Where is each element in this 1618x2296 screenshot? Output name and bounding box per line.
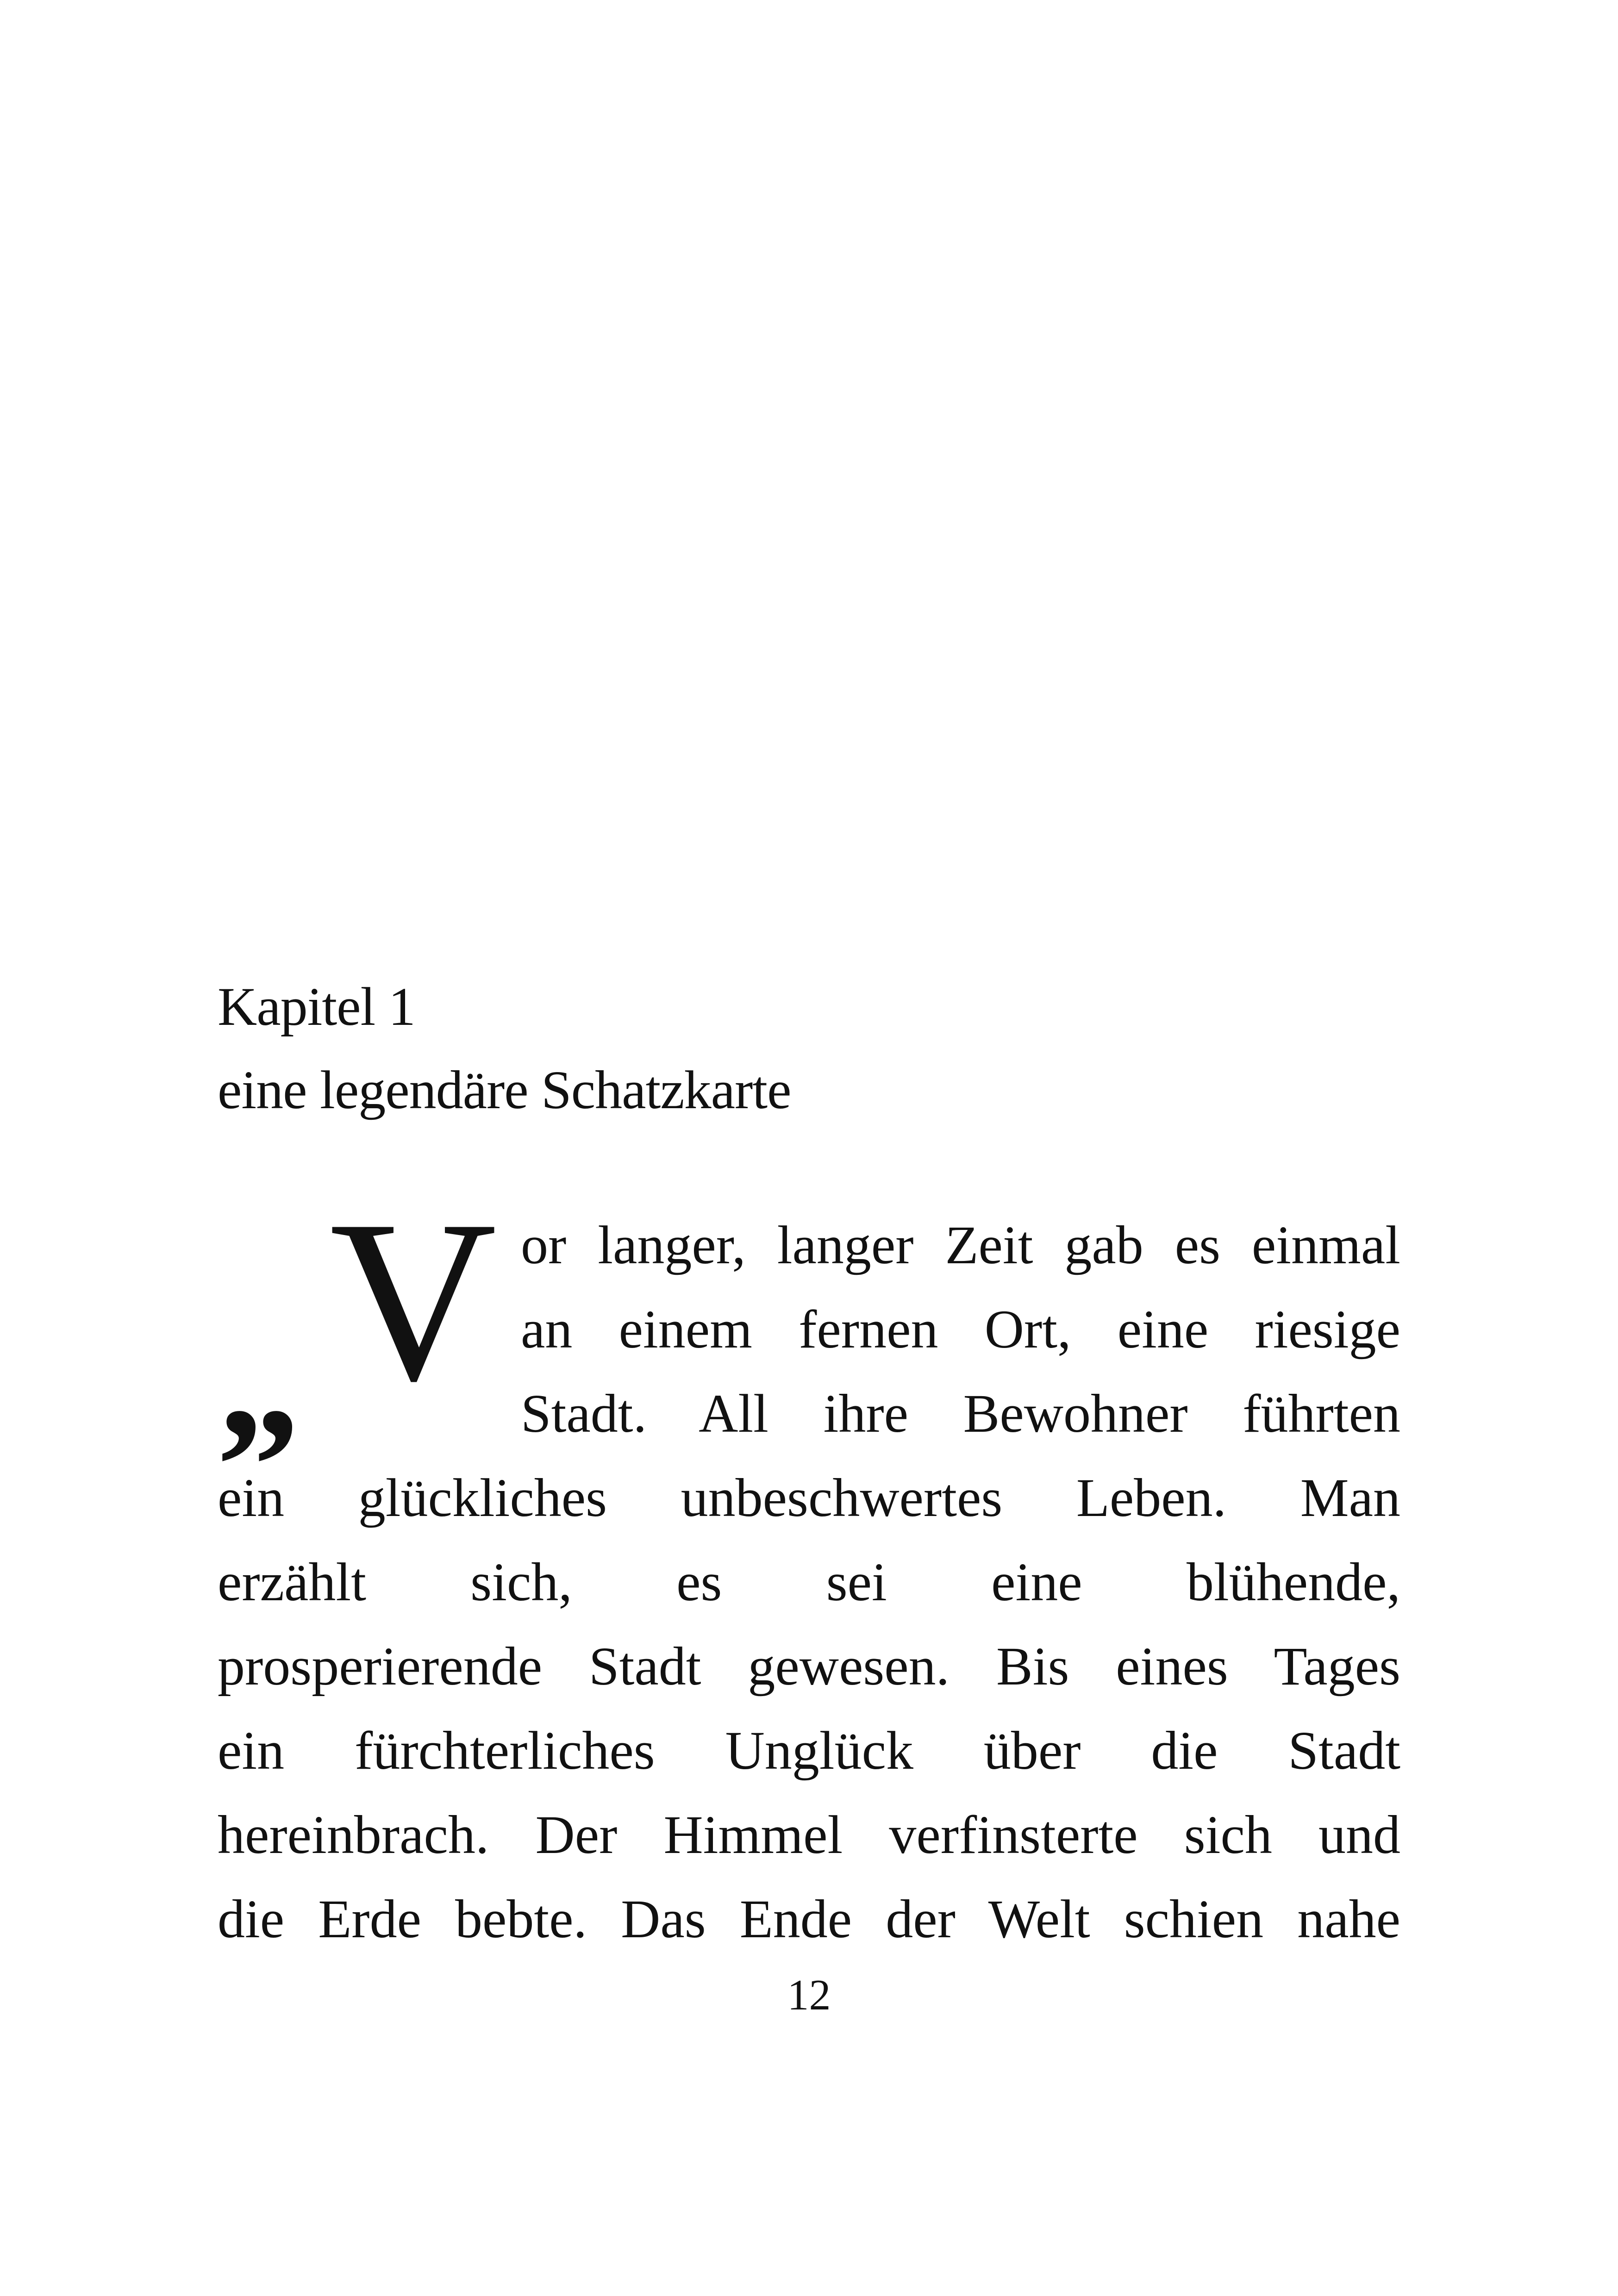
body-line-1: or langer, langer Zeit gab es einmal <box>521 1215 1400 1275</box>
body-line-3: Stadt. All ihre Bewohner führten <box>521 1383 1400 1444</box>
body-line-9: die Erde bebte. Das Ende der Welt schien nahe <box>218 1889 1400 1949</box>
drop-cap-letter: V <box>330 1173 497 1429</box>
chapter-heading <box>218 965 1412 1132</box>
body-line-4: ein glückliches unbeschwertes Leben. Man <box>218 1467 1400 1528</box>
page-number: 12 <box>787 1971 831 2019</box>
body-line-6: prosperierende Stadt gewesen. Bis eines Tages <box>218 1636 1400 1697</box>
chapter-number: Kapitel 1 <box>218 976 415 1037</box>
opening-quote-mark: „ <box>218 1287 287 1472</box>
body-line-5: erzählt sich, es sei eine blühende, <box>218 1552 1400 1612</box>
body-line-2: an einem fernen Ort, eine riesige <box>521 1299 1400 1360</box>
body-line-8: hereinbrach. Der Himmel verfinsterte sich und <box>218 1804 1400 1865</box>
body-line-7: ein fürchterliches Unglück über die Stadt <box>218 1720 1400 1781</box>
chapter-title: eine legendäre Schatzkarte <box>218 1060 791 1120</box>
